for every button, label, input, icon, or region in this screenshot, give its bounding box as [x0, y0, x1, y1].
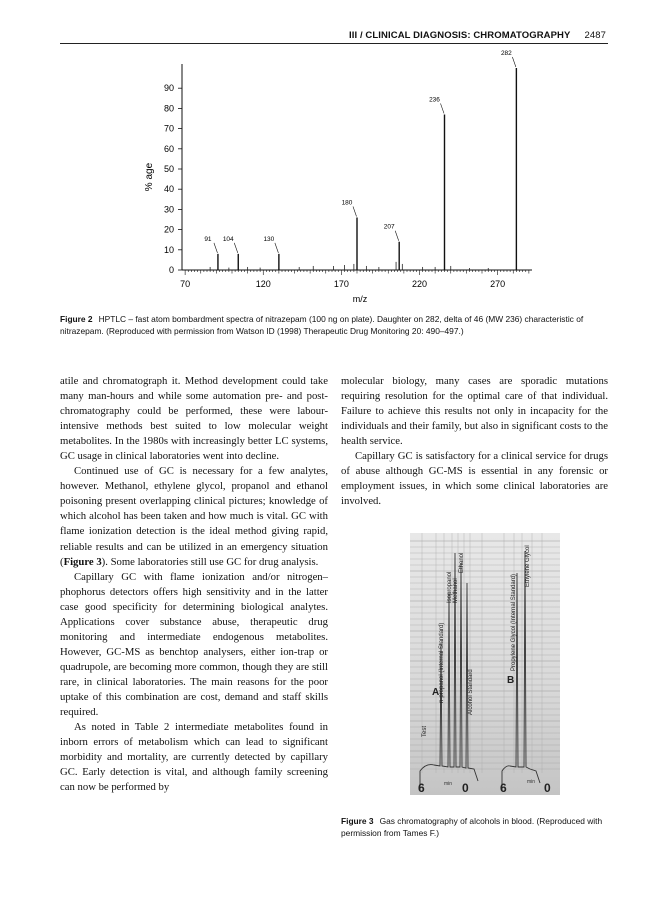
fig2-peak-label-130: 130	[263, 235, 275, 243]
panel-a-label: A	[432, 687, 440, 698]
fig3-caption-text: Gas chromatography of alcohols in blood. (Reproduced with permission from Tames F.)	[341, 816, 603, 838]
fig2-ylabel: % age	[144, 162, 155, 192]
left-paragraph-2	[60, 464, 328, 569]
axis-min-a: min	[444, 781, 453, 787]
fig2-y-tick-label: 60	[163, 143, 174, 154]
running-header	[349, 30, 606, 41]
fig2-peak-label-91: 91	[204, 235, 212, 243]
header-rule	[60, 43, 608, 44]
label-propylene-glycol: Propylene Glycol (Internal Standard)	[511, 573, 517, 671]
chromatogram-paper	[410, 533, 560, 795]
left-paragraph-1: atile and chromatograph it. Method development could take many man-hours and while some automation pre- and post-chromatography could be performed, these were labour-intensive methods best suited to low molecular weight metabolites. In the 1980s with increasingly better LC systems, GC usage in clinical laboratories went into decline.	[60, 375, 328, 463]
axis-six-a: 6	[418, 781, 425, 795]
fig2-peak-leader	[353, 206, 357, 216]
fig2-peak-leader	[275, 243, 279, 253]
fig2-y-tick-label: 0	[168, 265, 174, 275]
fig2-peak-label-104: 104	[222, 235, 234, 243]
axis-zero-a: 0	[462, 781, 469, 795]
fig2-y-tick-label: 80	[163, 103, 174, 114]
label-isopropanol: Isopropanol	[447, 571, 453, 603]
fig2-peak-leader	[441, 103, 445, 113]
left-p2-text-b: ). Some laboratories still use GC for drug analysis.	[101, 555, 319, 568]
fig2-y-tick-label: 30	[163, 204, 174, 215]
fig2-peak-leader	[395, 231, 399, 241]
fig2-peak-label-282: 282	[500, 50, 512, 57]
running-head-title: III / CLINICAL DIAGNOSIS: CHROMATOGRAPHY	[349, 30, 571, 41]
fig2-y-tick-label: 50	[163, 164, 174, 174]
fig2-y-tick-label: 20	[163, 224, 174, 235]
fig2-caption-journal: Therapeutic Drug Monitoring 20: 490–497.)	[303, 326, 464, 336]
figure-3-chromatogram	[410, 533, 560, 795]
left-paragraph-3: Capillary GC with flame ionization and/or nitrogen–phophorus detectors offers high sensitivity and in the latter case good specificity for determining biological analytes. Applications cover substance abuse, therapeutic drug monitoring and intermediate endogenous metabolites. However, GC-MS as benchtop analysers, either ion-trap or quadrupole, are becoming more common, though they are still rare, in clinical laboratories. The main reasons for the poor uptake of this combination are cost, demand and staff skills required.	[60, 570, 328, 719]
fig2-ticks	[164, 83, 529, 289]
axis-six-b: 6	[500, 781, 507, 795]
left-column	[60, 374, 328, 795]
fig2-xlabel: m/z	[352, 294, 368, 304]
figure-2-caption	[60, 313, 608, 337]
label-alcohol-standard: Alcohol Standard	[468, 669, 474, 715]
fig2-peak-label-236: 236	[429, 96, 440, 104]
right-paragraph-2: Capillary GC is satisfactory for a clinical service for drugs of abuse although GC-MS is essential in any forensic or employment issues, in which some clinical laboratories are involved.	[341, 450, 608, 508]
fig2-caption-text: HPTLC – fast atom bombardment spectra of nitrazepam (100 ng on plate). Daughter on 282, delta of 46 (MW 236) characteristic of nitrazepam. (Reproduced with permission from Watson ID (1998)	[60, 314, 584, 336]
label-test: Test	[422, 725, 428, 737]
fig2-peak-label-180: 180	[341, 199, 353, 207]
label-ethylene-glycol: Ethylene Glycol	[525, 545, 531, 587]
fig2-x-tick-label: 120	[255, 279, 271, 289]
fig2-peak-leader	[512, 57, 516, 67]
fig2-peak-leader	[234, 243, 238, 253]
fig2-marks	[204, 50, 516, 270]
fig2-x-tick-label: 270	[490, 279, 506, 289]
panel-b-label: B	[507, 675, 515, 686]
figure-3-reference: Figure 3	[63, 555, 102, 568]
fig2-peak-leader	[214, 243, 218, 253]
fig2-y-tick-label: 40	[163, 184, 174, 195]
figure-3-caption	[341, 815, 611, 839]
fig3-caption-label: Figure 3	[341, 816, 374, 826]
fig2-y-tick-label: 70	[163, 123, 174, 134]
fig2-y-tick-label: 90	[163, 83, 174, 94]
figure-2-mass-spectrum	[136, 50, 536, 307]
left-paragraph-4: As noted in Table 2 intermediate metabolites found in inborn errors of metabolism which can lead to significant morbidity and mortality, are currently detected by capillary GC. Early detection is vital, and although family screening can now be performed by	[60, 721, 328, 794]
axis-min-b: min	[527, 779, 536, 785]
label-methanol: Methanol	[453, 578, 459, 603]
left-p2-text-a: Continued use of GC is necessary for a few analytes, however. Methanol, ethylene glycol, propanol and ethanol poisoning present overlapping clinical pictures; knowledge of which alcohol has been taken and how much is vital. GC with flame ionization detection is the ideal method giving rapid, reliable results and can be utilized in an emergency situation (	[60, 465, 328, 568]
page-number: 2487	[584, 30, 606, 41]
fig2-caption-label: Figure 2	[60, 314, 93, 324]
fig2-x-tick-label: 170	[333, 279, 349, 289]
axis-zero-b: 0	[544, 781, 551, 795]
label-ethanol: Ethanol	[459, 552, 465, 573]
right-paragraph-1: molecular biology, many cases are sporadic mutations requiring resolution for the optimal care of that individual. Failure to achieve this results not only in incapacity for the individuals and their family, but also in significant costs to the health service.	[341, 375, 608, 448]
right-column	[341, 374, 608, 509]
fig2-x-tick-label: 220	[411, 279, 428, 289]
fig2-y-tick-label: 10	[163, 244, 174, 255]
fig2-x-tick-label: 70	[180, 279, 191, 289]
fig2-peak-label-207: 207	[383, 223, 395, 231]
label-n-propanol: n-propanol (Internal Standard)	[439, 622, 445, 703]
